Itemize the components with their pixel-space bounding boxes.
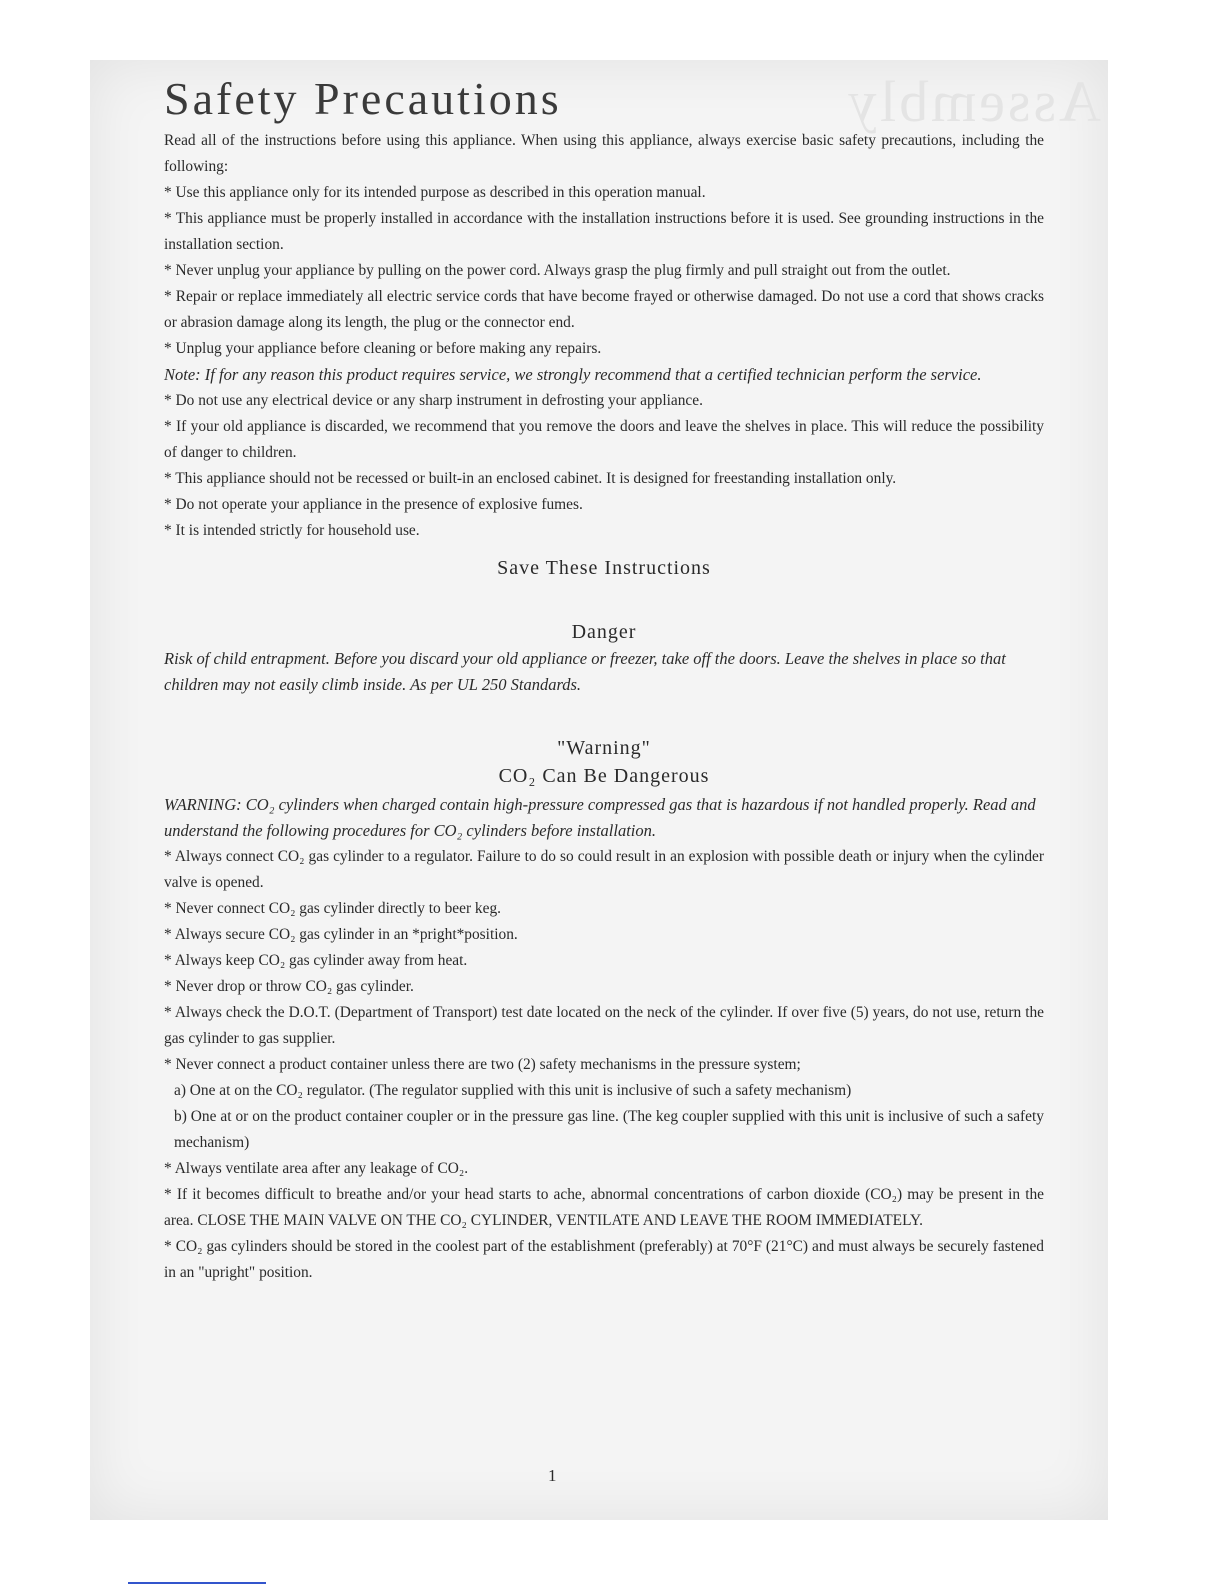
co2-item: * Never connect CO₂ gas cylinder directly to beer keg. bbox=[164, 900, 501, 917]
precaution-item: * Use this appliance only for its intended purpose as described in this operation manual. bbox=[164, 184, 706, 201]
co2-item: * If it becomes difficult to breathe and/or your head starts to ache, abnormal concentrations of carbon dioxide (CO₂) may be present in the area. CLOSE THE MAIN VALVE ON THE CO₂ CYLINDER, VENTILATE AND LEAVE THE ROOM IMMEDIATELY. bbox=[164, 1186, 1044, 1229]
co2-item: * Always check the D.O.T. (Department of Transport) test date located on the neck of the cylinder. If over five (5) years, do not use, return the gas cylinder to gas supplier. bbox=[164, 1004, 1044, 1047]
mechanism-item: a) One at on the CO₂ regulator. (The regulator supplied with this unit is inclusive of such a safety mechanism) bbox=[174, 1082, 852, 1099]
page-title: Safety Precautions bbox=[164, 73, 562, 124]
precaution-item: * If your old appliance is discarded, we recommend that you remove the doors and leave the shelves in place. This will reduce the possibility of danger to children. bbox=[164, 418, 1044, 461]
document-body bbox=[164, 72, 1044, 1286]
intro-paragraph: Read all of the instructions before using this appliance. When using this appliance, always exercise basic safety precautions, including the following: bbox=[164, 132, 1044, 175]
warning-text: WARNING: CO₂ cylinders when charged contain high-pressure compressed gas that is hazardous if not handled properly. Read and understand the following procedures for CO₂ cylinders before installation. bbox=[164, 795, 1036, 840]
precaution-item: * This appliance should not be recessed or built-in an enclosed cabinet. It is designed for freestanding installation only. bbox=[164, 470, 897, 487]
co2-item: * Always connect CO₂ gas cylinder to a regulator. Failure to do so could result in an explosion with possible death or injury when the cylinder valve is opened. bbox=[164, 848, 1044, 891]
co2-item: * CO₂ gas cylinders should be stored in the coolest part of the establishment (preferably) at 70°F (21°C) and must always be securely fastened in an "upright" position. bbox=[164, 1238, 1044, 1281]
co2-item: * Always ventilate area after any leakage of CO₂. bbox=[164, 1160, 469, 1177]
page-number: 1 bbox=[548, 1466, 557, 1485]
precaution-item: * This appliance must be properly installed in accordance with the installation instructions before it is used. See grounding instructions in the installation section. bbox=[164, 210, 1044, 253]
save-instructions-heading: Save These Instructions bbox=[497, 557, 711, 579]
co2-item: * Never drop or throw CO₂ gas cylinder. bbox=[164, 978, 414, 995]
danger-text: Risk of child entrapment. Before you discard your old appliance or freezer, take off the doors. Leave the shelves in place so that children may not easily climb inside. As per UL 250 Standards. bbox=[164, 649, 1006, 694]
mechanism-item: b) One at or on the product container coupler or in the pressure gas line. (The keg coupler supplied with this unit is inclusive of such a safety mechanism) bbox=[174, 1108, 1044, 1151]
precaution-item: * Unplug your appliance before cleaning or before making any repairs. bbox=[164, 340, 602, 357]
precaution-item: * Repair or replace immediately all electric service cords that have become frayed or otherwise damaged. Do not use a cord that shows cracks or abrasion damage along its length, the plug or the connector end. bbox=[164, 288, 1044, 331]
bleed-through-title: Assembly bbox=[845, 69, 1101, 134]
co2-item: * Never connect a product container unless there are two (2) safety mechanisms in the pressure system; bbox=[164, 1056, 801, 1073]
footer-link-underline bbox=[128, 1582, 266, 1584]
co2-dangerous-heading: CO₂ Can Be Dangerous bbox=[498, 765, 710, 787]
warning-heading: "Warning" bbox=[557, 737, 651, 759]
precaution-item: * Do not use any electrical device or any sharp instrument in defrosting your appliance. bbox=[164, 392, 703, 409]
danger-heading: Danger bbox=[571, 621, 637, 643]
co2-item: * Always secure CO₂ gas cylinder in an *pright*position. bbox=[164, 926, 518, 943]
service-note: Note: If for any reason this product requires service, we strongly recommend that a certified technician perform the service. bbox=[164, 365, 982, 384]
precaution-item: * It is intended strictly for household use. bbox=[164, 522, 420, 539]
precaution-item: * Do not operate your appliance in the presence of explosive fumes. bbox=[164, 496, 583, 513]
co2-item: * Always keep CO₂ gas cylinder away from heat. bbox=[164, 952, 468, 969]
precaution-item: * Never unplug your appliance by pulling on the power cord. Always grasp the plug firmly and pull straight out from the outlet. bbox=[164, 262, 951, 279]
